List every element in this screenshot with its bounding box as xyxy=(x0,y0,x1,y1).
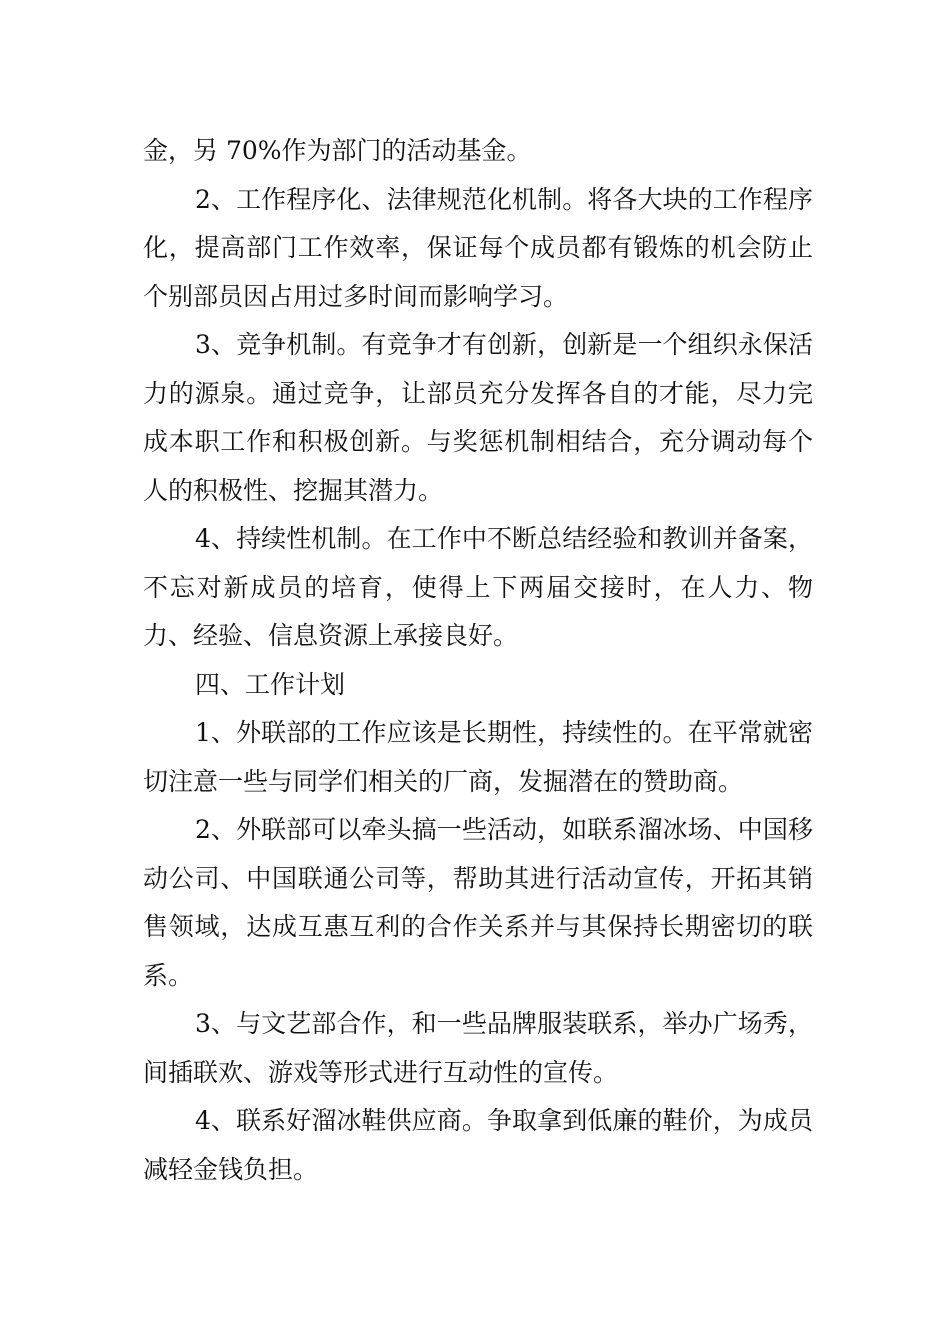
paragraph-plan-item-1: 1、外联部的工作应该是长期性，持续性的。在平常就密切注意一些与同学们相关的厂商，发掘潜在的赞助商。 xyxy=(143,718,813,796)
section-heading-work-plan: 四、工作计划 xyxy=(195,669,346,699)
paragraph-procedure-mechanism: 2、工作程序化、法律规范化机制。将各大块的工作程序化，提高部门工作效率，保证每个成员都有锻炼的机会防止个别部员因占用过多时间而影响学习。 xyxy=(143,184,813,311)
paragraph-competition-mechanism: 3、竞争机制。有竞争才有创新，创新是一个组织永保活力的源泉。通过竞争，让部员充分发挥各自的才能，尽力完成本职工作和积极创新。与奖惩机制相结合，充分调动每个人的积极性、挖掘其潜力。 xyxy=(143,330,813,505)
document-body xyxy=(143,127,813,1194)
paragraph-plan-item-4: 4、联系好溜冰鞋供应商。争取拿到低廉的鞋价，为成员减轻金钱负担。 xyxy=(143,1106,813,1184)
paragraph-continuity-mechanism: 4、持续性机制。在工作中不断总结经验和教训并备案，不忘对新成员的培育，使得上下两届交接时，在人力、物力、经验、信息资源上承接良好。 xyxy=(143,524,813,650)
paragraph-plan-item-3: 3、与文艺部合作，和一些品牌服装联系，举办广场秀，间插联欢、游戏等形式进行互动性的宣传。 xyxy=(143,1009,813,1087)
paragraph-plan-item-2: 2、外联部可以牵头搞一些活动，如联系溜冰场、中国移动公司、中国联通公司等，帮助其进行活动宣传，开拓其销售领域，达成互惠互利的合作关系并与其保持长期密切的联系。 xyxy=(143,815,813,990)
paragraph-fund-allocation: 金，另 70%作为部门的活动基金。 xyxy=(143,136,532,165)
